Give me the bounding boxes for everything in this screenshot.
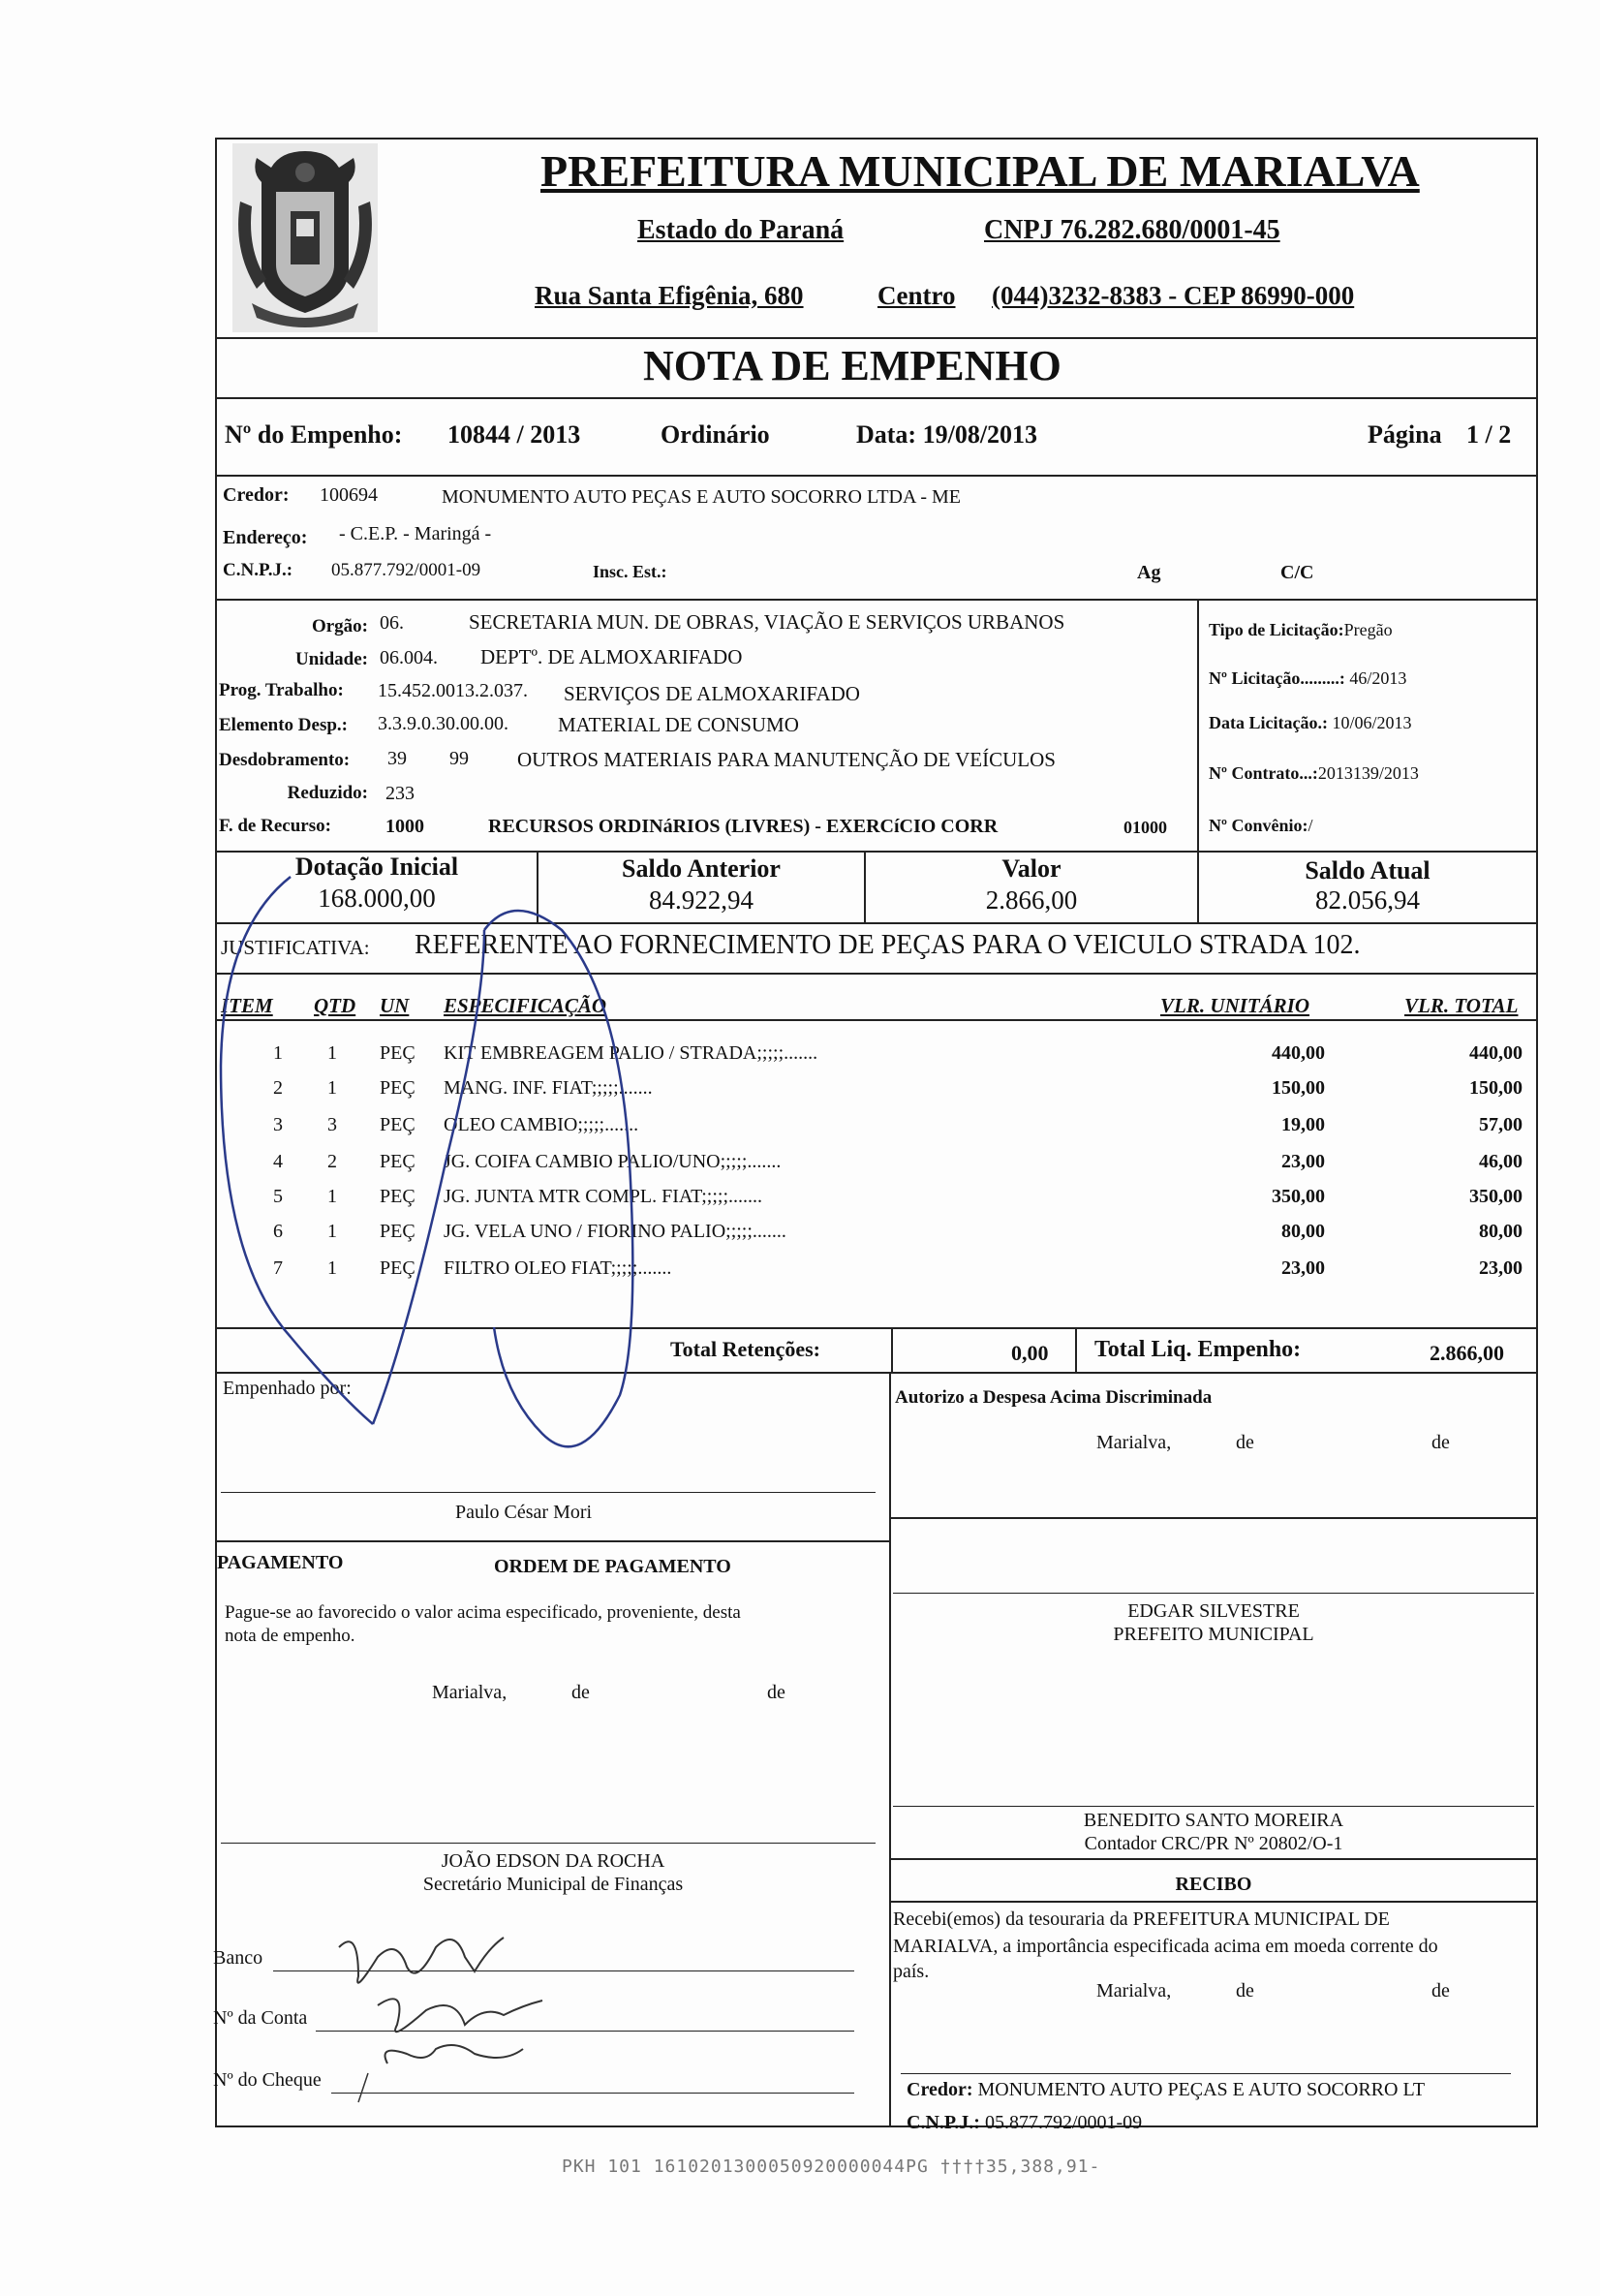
credor-cnpj: 05.877.792/0001-09 <box>331 560 481 580</box>
credor-name: MONUMENTO AUTO PEÇAS E AUTO SOCORRO LTDA - ME <box>442 486 961 508</box>
recibo-line-3: país. <box>893 1961 930 1982</box>
dotacao-value: 168.000,00 <box>318 884 436 913</box>
credor-cnpj-label: C.N.P.J.: <box>223 560 293 580</box>
liq-value: 2.866,00 <box>1430 1341 1504 1365</box>
orgao-name: SECRETARIA MUN. DE OBRAS, VIAÇÃO E SERVIÇOS URBANOS <box>469 610 1065 634</box>
item-unit: 23,00 <box>1281 1151 1325 1172</box>
item-qtd: 1 <box>327 1257 337 1279</box>
item-un: PEÇ <box>380 1151 415 1172</box>
desdob-label: Desdobramento: <box>219 750 351 770</box>
reduzido: 233 <box>385 783 415 804</box>
item-total: 440,00 <box>1469 1042 1523 1064</box>
recibo-line-1: Recebi(emos) da tesouraria da PREFEITURA MUNICIPAL DE <box>893 1908 1390 1930</box>
item-qtd: 1 <box>327 1077 337 1099</box>
col-spec: ESPECIFICAÇÃO <box>444 994 607 1017</box>
empenho-type: Ordinário <box>661 420 770 449</box>
doc-title: NOTA DE EMPENHO <box>643 342 1062 389</box>
item-number: 2 <box>273 1077 283 1099</box>
orgao-code: 06. <box>380 612 404 634</box>
prefeito-name: EDGAR SILVESTRE <box>1127 1600 1300 1622</box>
item-spec: JG. COIFA CAMBIO PALIO/UNO;;;;;....... <box>444 1151 782 1172</box>
desdob-a: 39 <box>387 748 407 769</box>
licitacao-tipo-value: Pregão <box>1343 620 1393 639</box>
recibo-place: Marialva, <box>1096 1980 1172 2001</box>
atual-label: Saldo Atual <box>1305 856 1431 884</box>
recurso-ref: 01000 <box>1123 818 1167 837</box>
prog-label: Prog. Trabalho: <box>219 680 344 700</box>
autorizo-de1: de <box>1236 1432 1254 1453</box>
reduzido-label: Reduzido: <box>287 783 368 803</box>
item-qtd: 3 <box>327 1114 337 1135</box>
licitacao-data-label: Data Licitação.: <box>1209 713 1328 732</box>
retencoes-label: Total Retenções: <box>670 1337 820 1361</box>
item-spec: JG. JUNTA MTR COMPL. FIAT;;;;;....... <box>444 1186 763 1207</box>
header-phone-cep: (044)3232-8383 - CEP 86990-000 <box>992 281 1355 310</box>
item-un: PEÇ <box>380 1186 415 1207</box>
orgao-label: Orgão: <box>311 616 368 636</box>
contador-role: Contador CRC/PR Nº 20802/O-1 <box>1084 1833 1343 1854</box>
pagamento-de2: de <box>767 1682 785 1703</box>
item-un: PEÇ <box>380 1077 415 1099</box>
handwritten-signature-icon <box>320 1918 571 2112</box>
desdob-b: 99 <box>449 748 469 769</box>
item-total: 57,00 <box>1479 1114 1523 1135</box>
credor-address: - C.E.P. - Maringá - <box>339 523 492 544</box>
item-total: 150,00 <box>1469 1077 1523 1099</box>
prog-name: SERVIÇOS DE ALMOXARIFADO <box>564 682 860 705</box>
item-number: 5 <box>273 1186 283 1207</box>
credor-address-label: Endereço: <box>223 527 308 548</box>
autorizo-label: Autorizo a Despesa Acima Discriminada <box>895 1387 1213 1408</box>
valor-value: 2.866,00 <box>985 885 1078 915</box>
unidade-name: DEPTº. DE ALMOXARIFADO <box>480 645 743 668</box>
empenho-page: 1 / 2 <box>1466 420 1512 449</box>
item-unit: 440,00 <box>1272 1042 1325 1064</box>
valor-label: Valor <box>1001 854 1062 883</box>
atual-value: 82.056,94 <box>1315 885 1420 915</box>
recurso-name: RECURSOS ORDINáRIOS (LIVRES) - EXERCíCIO CORR <box>488 816 999 837</box>
pagamento-de1: de <box>571 1682 590 1703</box>
credor-label: Credor: <box>223 484 290 506</box>
col-un: UN <box>380 994 410 1017</box>
footer-cnpj-label: C.N.P.J.: <box>907 2112 980 2133</box>
item-unit: 19,00 <box>1281 1114 1325 1135</box>
col-total: VLR. TOTAL <box>1404 994 1519 1017</box>
empenho-number: 10844 / 2013 <box>447 420 581 449</box>
licitacao-convenio-label: Nº Convênio: <box>1209 816 1308 835</box>
secretario-name: JOÃO EDSON DA ROCHA <box>441 1850 665 1872</box>
item-total: 46,00 <box>1479 1151 1523 1172</box>
item-un: PEÇ <box>380 1221 415 1242</box>
header-address: Rua Santa Efigênia, 680 <box>535 281 804 310</box>
item-number: 3 <box>273 1114 283 1135</box>
anterior-label: Saldo Anterior <box>622 854 781 883</box>
recibo-line-2: MARIALVA, a importância especificada acima em moeda corrente do <box>893 1936 1438 1957</box>
item-unit: 80,00 <box>1281 1221 1325 1242</box>
autorizo-place: Marialva, <box>1096 1432 1172 1453</box>
item-un: PEÇ <box>380 1042 415 1064</box>
banco-label: Banco <box>213 1947 263 1969</box>
licitacao-contrato-value: 2013139/2013 <box>1317 763 1419 783</box>
col-qtd: QTD <box>314 994 356 1017</box>
recibo-label: RECIBO <box>1175 1874 1252 1895</box>
unidade-label: Unidade: <box>295 649 368 669</box>
justificativa-text: REFERENTE AO FORNECIMENTO DE PEÇAS PARA O VEICULO STRADA 102. <box>415 930 1361 960</box>
footer-credor-name: MONUMENTO AUTO PEÇAS E AUTO SOCORRO LT <box>977 2079 1426 2100</box>
item-un: PEÇ <box>380 1257 415 1279</box>
item-qtd: 2 <box>327 1151 337 1172</box>
item-spec: OLEO CAMBIO;;;;;....... <box>444 1114 639 1135</box>
contador-name: BENEDITO SANTO MOREIRA <box>1083 1810 1344 1831</box>
recibo-de1: de <box>1236 1980 1254 2001</box>
licitacao-tipo-label: Tipo de Licitação: <box>1209 620 1344 639</box>
machine-stamp: PKH 101 1610201300050920000044PG ††††35,388,91- <box>562 2156 1101 2177</box>
cheque-label: Nº do Cheque <box>213 2069 322 2091</box>
item-unit: 23,00 <box>1281 1257 1325 1279</box>
item-qtd: 1 <box>327 1221 337 1242</box>
item-total: 350,00 <box>1469 1186 1523 1207</box>
item-number: 6 <box>273 1221 283 1242</box>
item-spec: JG. VELA UNO / FIORINO PALIO;;;;;....... <box>444 1221 786 1242</box>
item-total: 23,00 <box>1479 1257 1523 1279</box>
pagamento-text-1: Pague-se ao favorecido o valor acima especificado, proveniente, desta <box>225 1602 741 1623</box>
header-cnpj: CNPJ 76.282.680/0001-45 <box>984 215 1280 245</box>
anterior-value: 84.922,94 <box>649 885 754 915</box>
credor-ag-label: Ag <box>1137 562 1161 583</box>
col-item: ITEM <box>221 994 273 1017</box>
empenho-page-label: Página <box>1368 420 1442 449</box>
item-spec: KIT EMBREAGEM PALIO / STRADA;;;;;....... <box>444 1042 818 1064</box>
footer-cnpj-value: 05.877.792/0001-09 <box>984 2112 1143 2133</box>
item-unit: 350,00 <box>1272 1186 1325 1207</box>
conta-label: Nº da Conta <box>213 2007 308 2029</box>
credor-code: 100694 <box>320 484 378 506</box>
prog-code: 15.452.0013.2.037. <box>378 680 528 701</box>
autorizo-de2: de <box>1431 1432 1450 1453</box>
item-unit: 150,00 <box>1272 1077 1325 1099</box>
elemento-label: Elemento Desp.: <box>219 715 348 735</box>
justificativa-label: JUSTIFICATIVA: <box>221 936 370 959</box>
col-unit: VLR. UNITÁRIO <box>1160 994 1310 1017</box>
licitacao-data-value: 10/06/2013 <box>1332 713 1412 732</box>
licitacao-contrato-label: Nº Contrato...: <box>1209 763 1318 783</box>
elemento-code: 3.3.9.0.30.00.00. <box>378 713 508 734</box>
empenho-date: Data: 19/08/2013 <box>856 420 1038 449</box>
item-number: 7 <box>273 1257 283 1279</box>
item-spec: MANG. INF. FIAT;;;;;....... <box>444 1077 653 1099</box>
item-un: PEÇ <box>380 1114 415 1135</box>
header-title: PREFEITURA MUNICIPAL DE MARIALVA <box>540 146 1420 196</box>
credor-insc-label: Insc. Est.: <box>593 562 667 581</box>
footer-credor-label: Credor: <box>907 2079 973 2100</box>
item-number: 4 <box>273 1151 283 1172</box>
dotacao-label: Dotação Inicial <box>294 853 459 881</box>
liq-label: Total Liq. Empenho: <box>1094 1337 1302 1362</box>
secretario-role: Secretário Municipal de Finanças <box>422 1874 684 1895</box>
empenhado-label: Empenhado por: <box>223 1378 352 1399</box>
unidade-code: 06.004. <box>380 647 438 668</box>
recurso-label: F. de Recurso: <box>219 816 331 836</box>
recibo-de2: de <box>1431 1980 1450 2001</box>
item-total: 80,00 <box>1479 1221 1523 1242</box>
item-qtd: 1 <box>327 1186 337 1207</box>
recurso-code: 1000 <box>385 816 424 837</box>
credor-cc-label: C/C <box>1280 562 1314 583</box>
header-district: Centro <box>877 281 956 310</box>
pagamento-label: PAGAMENTO <box>217 1552 344 1573</box>
licitacao-convenio-value: / <box>1308 816 1313 835</box>
empenho-number-label: Nº do Empenho: <box>225 420 403 449</box>
prefeito-role: PREFEITO MUNICIPAL <box>1113 1624 1314 1645</box>
ordem-label: ORDEM DE PAGAMENTO <box>494 1556 731 1577</box>
licitacao-num-value: 46/2013 <box>1349 668 1407 688</box>
desdob-name: OUTROS MATERIAIS PARA MANUTENÇÃO DE VEÍCULOS <box>517 748 1056 771</box>
retencoes-value: 0,00 <box>1011 1341 1049 1365</box>
header-state: Estado do Paraná <box>637 215 845 245</box>
item-qtd: 1 <box>327 1042 337 1064</box>
elemento-name: MATERIAL DE CONSUMO <box>558 713 799 736</box>
pagamento-text-2: nota de empenho. <box>225 1626 355 1646</box>
item-spec: FILTRO OLEO FIAT;;;;;....... <box>444 1257 672 1279</box>
empenhado-signer: Paulo César Mori <box>455 1502 593 1523</box>
licitacao-num-label: Nº Licitação.........: <box>1209 668 1345 688</box>
pagamento-place: Marialva, <box>432 1682 508 1703</box>
item-number: 1 <box>273 1042 283 1064</box>
